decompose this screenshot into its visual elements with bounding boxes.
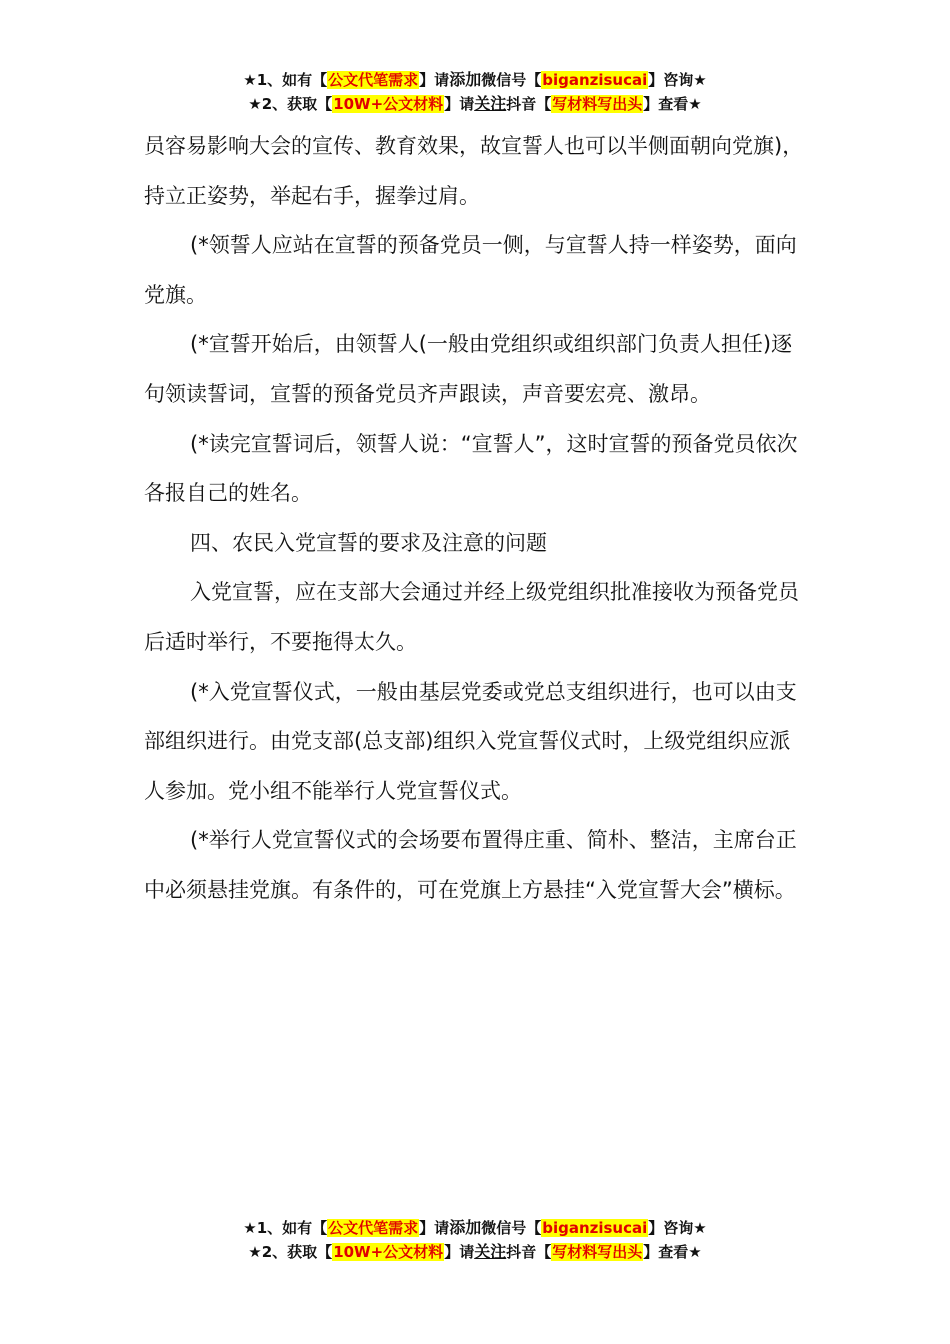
- wechat-id-highlight: biganzisucai: [542, 1219, 648, 1237]
- banner-text: 抖音【: [506, 1243, 552, 1261]
- document-body: [144, 122, 808, 916]
- banner-emphasis: 添加: [449, 1218, 482, 1237]
- paragraph: (*入党宣誓仪式，一般由基层党委或党总支组织进行，也可以由支部组织进行。由党支部(总支部)组织入党宣誓仪式时，上级党组织应派人参加。党小组不能举行人党宣誓仪式。: [144, 679, 797, 803]
- banner-text: 】查看★: [643, 95, 702, 113]
- banner-text: 】查看★: [643, 1243, 702, 1261]
- banner-line-2: [0, 1240, 950, 1264]
- paragraph-continuation: 员容易影响大会的宣传、教育效果，故宣誓人也可以半侧面朝向党旗)，持立正姿势，举起右手，握拳过肩。: [144, 134, 804, 208]
- banner-line-1: [0, 68, 950, 92]
- paragraph: (*举行人党宣誓仪式的会场要布置得庄重、简朴、整洁，主席台正中必须悬挂党旗。有条件的，可在党旗上方悬挂“入党宣誓大会”横标。: [144, 828, 797, 902]
- banner-line-1: [0, 1216, 950, 1240]
- banner-text: 】咨询★: [648, 1219, 707, 1237]
- banner-highlight: 10W+公文材料: [333, 1243, 444, 1261]
- banner-highlight: 公文代笔需求: [328, 71, 419, 89]
- banner-emphasis: 添加: [449, 70, 482, 89]
- paragraph: (*读完宣誓词后，领誓人说：“宣誓人”，这时宣誓的预备党员依次各报自己的姓名。: [144, 431, 798, 506]
- banner-emphasis: 关注: [474, 1242, 507, 1261]
- banner-text: 】请: [419, 71, 450, 89]
- banner-text: 】请: [419, 1219, 450, 1237]
- banner-text: ★1、如有【: [243, 71, 328, 89]
- banner-highlight: 10W+公文材料: [333, 95, 444, 113]
- banner-text: 】请: [444, 95, 475, 113]
- banner-text: ★1、如有【: [243, 1219, 328, 1237]
- banner-text: 】咨询★: [648, 71, 707, 89]
- banner-text: 】请: [444, 1243, 475, 1261]
- paragraph: 入党宣誓，应在支部大会通过并经上级党组织批准接收为预备党员后适时举行，不要拖得太久。: [144, 580, 799, 654]
- wechat-id-highlight: biganzisucai: [542, 71, 648, 89]
- footer-banner: [0, 1216, 950, 1264]
- banner-text: ★2、获取【: [248, 1243, 333, 1261]
- banner-highlight: 公文代笔需求: [328, 1219, 419, 1237]
- section-heading: 四、农民入党宣誓的要求及注意的问题: [190, 530, 547, 555]
- paragraph: (*领誓人应站在宣誓的预备党员一侧，与宣誓人持一样姿势，面向党旗。: [144, 233, 797, 307]
- banner-text: ★2、获取【: [248, 95, 333, 113]
- banner-emphasis: 关注: [474, 94, 507, 113]
- douyin-id-highlight: 写材料写出头: [552, 95, 643, 113]
- banner-text: 微信号【: [481, 71, 542, 89]
- douyin-id-highlight: 写材料写出头: [552, 1243, 643, 1261]
- banner-text: 抖音【: [506, 95, 552, 113]
- header-banner: [0, 68, 950, 116]
- banner-line-2: [0, 92, 950, 116]
- paragraph: (*宣誓开始后，由领誓人(一般由党组织或组织部门负责人担任)逐句领读誓词，宣誓的预备党员齐声跟读，声音要宏亮、激昂。: [144, 332, 793, 406]
- banner-text: 微信号【: [481, 1219, 542, 1237]
